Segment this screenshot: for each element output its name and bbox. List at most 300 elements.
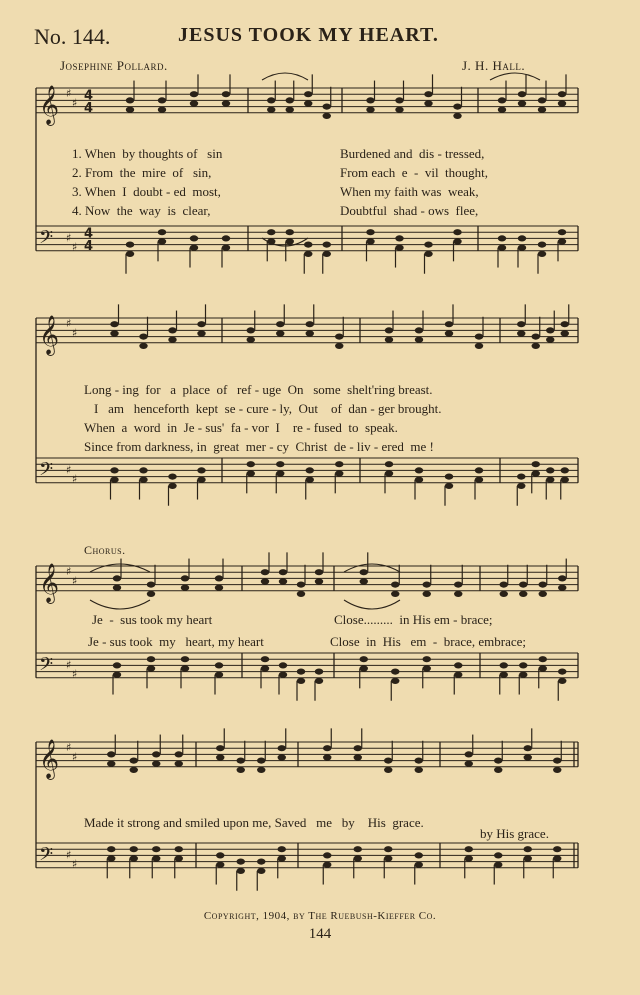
note-head [524, 855, 532, 861]
note-head [366, 238, 374, 244]
note-head [304, 100, 312, 106]
sharp-sign: ♯ [72, 857, 78, 871]
note-head [475, 467, 483, 473]
note-head [113, 585, 121, 591]
note-head [335, 343, 343, 349]
note-head [152, 855, 160, 861]
note-head [130, 855, 138, 861]
verse2-line1: 2. From the mire of sin, [72, 165, 212, 180]
note-head [518, 100, 526, 106]
note-head [385, 461, 393, 467]
note-head [158, 238, 166, 244]
note-head [384, 846, 392, 852]
note-head [130, 767, 138, 773]
note-head [360, 665, 368, 671]
page-number: 144 [308, 926, 332, 942]
note-head [391, 582, 399, 588]
note-head [130, 758, 138, 764]
note-head [385, 327, 393, 333]
sharp-sign: ♯ [66, 848, 72, 862]
note-head [222, 100, 230, 106]
note-head [498, 235, 506, 241]
note-head [395, 107, 403, 113]
note-head [197, 321, 205, 327]
note-head [354, 745, 362, 751]
note-head [465, 761, 473, 767]
note-head [222, 235, 230, 241]
note-head [539, 582, 547, 588]
note-head [267, 97, 275, 103]
note-head [415, 337, 423, 343]
note-head [278, 754, 286, 760]
note-head [424, 91, 432, 97]
note-head [518, 235, 526, 241]
note-head [453, 238, 461, 244]
note-head [553, 846, 561, 852]
note-head [538, 251, 546, 257]
verse1-line2: Long - ing for a place of ref - uge On some shelt'ring breast. [84, 382, 433, 397]
note-head [276, 470, 284, 476]
note-head [424, 242, 432, 248]
tie-arc [90, 564, 150, 572]
note-head [517, 330, 525, 336]
note-head [539, 656, 547, 662]
note-head [139, 477, 147, 483]
verse4-line2: Since from darkness, in great mer - cy Christ de - liv - ered me ! [84, 439, 434, 454]
note-head [335, 461, 343, 467]
note-head [181, 585, 189, 591]
note-head [424, 100, 432, 106]
note-head [139, 467, 147, 473]
note-head [158, 97, 166, 103]
note-head [278, 846, 286, 852]
tie-arc [90, 600, 150, 609]
note-head [247, 327, 255, 333]
note-head [315, 669, 323, 675]
note-head [366, 229, 374, 235]
note-head [216, 754, 224, 760]
note-head [454, 662, 462, 668]
note-head [181, 665, 189, 671]
note-head [315, 578, 323, 584]
note-head [175, 761, 183, 767]
sharp-sign: ♯ [66, 87, 72, 101]
note-head [395, 235, 403, 241]
note-head [558, 100, 566, 106]
note-head [391, 669, 399, 675]
note-head [385, 337, 393, 343]
time-signature-bottom: 4 [84, 100, 94, 116]
hymn-title: JESUS TOOK MY HEART. [178, 24, 439, 46]
note-head [539, 665, 547, 671]
copyright-notice: Copyright, 1904, by The Ruebush-Kieffer Co. [203, 910, 437, 922]
note-head [215, 662, 223, 668]
note-head [197, 477, 205, 483]
note-head [286, 229, 294, 235]
note-head [175, 846, 183, 852]
note-head [553, 767, 561, 773]
note-head [168, 474, 176, 480]
note-head [175, 751, 183, 757]
note-head [168, 327, 176, 333]
note-head [222, 245, 230, 251]
note-head [445, 321, 453, 327]
note-head [524, 754, 532, 760]
note-head [423, 582, 431, 588]
note-head [152, 751, 160, 757]
note-head [532, 343, 540, 349]
note-head [558, 678, 566, 684]
composer-credit: J. H. Hall. [462, 58, 526, 73]
note-head [519, 662, 527, 668]
note-head [384, 767, 392, 773]
note-head [532, 461, 540, 467]
verse2-line2: I am henceforth kept se - cure - ly, Out of dan - ger brought. [94, 401, 442, 416]
note-head [453, 113, 461, 119]
note-head [276, 461, 284, 467]
note-head [297, 678, 305, 684]
note-head [261, 569, 269, 575]
note-head [500, 591, 508, 597]
note-head [126, 251, 134, 257]
note-head [276, 330, 284, 336]
note-head [107, 751, 115, 757]
sharp-sign: ♯ [72, 240, 78, 254]
note-head [168, 337, 176, 343]
sharp-sign: ♯ [72, 667, 78, 681]
note-head [465, 751, 473, 757]
note-head [247, 461, 255, 467]
note-head [139, 343, 147, 349]
sharp-sign: ♯ [66, 231, 72, 245]
note-head [391, 678, 399, 684]
note-head [360, 569, 368, 575]
note-head [384, 758, 392, 764]
note-head [475, 334, 483, 340]
note-head [278, 855, 286, 861]
note-head [546, 327, 554, 333]
note-head [261, 665, 269, 671]
note-head [267, 107, 275, 113]
note-head [445, 483, 453, 489]
note-head [113, 662, 121, 668]
note-head [126, 242, 134, 248]
note-head [360, 656, 368, 662]
sharp-sign: ♯ [66, 463, 72, 477]
hymn-number: No. 144. [34, 24, 111, 49]
note-head [517, 321, 525, 327]
note-head [424, 251, 432, 257]
note-head [415, 467, 423, 473]
note-head [130, 846, 138, 852]
note-head [126, 107, 134, 113]
note-head [494, 767, 502, 773]
note-head [237, 758, 245, 764]
note-head [445, 330, 453, 336]
note-head [110, 467, 118, 473]
note-head [304, 91, 312, 97]
note-head [539, 591, 547, 597]
note-head [335, 470, 343, 476]
note-head [494, 758, 502, 764]
note-head [445, 474, 453, 480]
note-head [498, 245, 506, 251]
note-head [286, 238, 294, 244]
tie-arc [344, 564, 400, 572]
note-head [561, 477, 569, 483]
note-head [475, 477, 483, 483]
note-head [558, 575, 566, 581]
note-head [354, 754, 362, 760]
note-head [475, 343, 483, 349]
note-head [147, 665, 155, 671]
note-head [500, 672, 508, 678]
verse2-line1b: From each e - vil thought, [340, 165, 489, 180]
note-head [453, 229, 461, 235]
chorus-line-a1: Je - sus took my heart [92, 612, 213, 627]
note-head [454, 672, 462, 678]
note-head [366, 107, 374, 113]
note-head [197, 330, 205, 336]
note-head [415, 758, 423, 764]
note-head [553, 855, 561, 861]
note-head [126, 97, 134, 103]
note-head [190, 235, 198, 241]
note-head [423, 665, 431, 671]
verse3-line1: 3. When I doubt - ed most, [72, 184, 221, 199]
note-head [423, 591, 431, 597]
note-head [261, 656, 269, 662]
note-head [276, 321, 284, 327]
note-head [247, 337, 255, 343]
note-head [415, 862, 423, 868]
chorus-line-a2: Close......... in His em - brace; [334, 612, 493, 627]
note-head [323, 242, 331, 248]
note-head [279, 662, 287, 668]
note-head [354, 846, 362, 852]
note-head [158, 107, 166, 113]
note-head [139, 334, 147, 340]
note-head [518, 245, 526, 251]
note-head [518, 91, 526, 97]
note-head [500, 662, 508, 668]
clef-symbol: 𝄞 [39, 84, 60, 125]
chorus-line-d: by His grace. [480, 826, 549, 841]
note-head [107, 855, 115, 861]
verse4-line1: 4. Now the way is clear, [72, 203, 211, 218]
note-head [152, 761, 160, 767]
note-head [181, 656, 189, 662]
note-head [261, 578, 269, 584]
note-head [237, 767, 245, 773]
note-head [304, 251, 312, 257]
note-head [558, 238, 566, 244]
note-head [286, 107, 294, 113]
note-head [257, 767, 265, 773]
note-head [524, 745, 532, 751]
note-head [532, 334, 540, 340]
note-head [279, 569, 287, 575]
note-head [561, 467, 569, 473]
clef-symbol: 𝄢 [39, 844, 54, 870]
note-head [222, 91, 230, 97]
note-head [279, 578, 287, 584]
note-head [197, 467, 205, 473]
note-head [366, 97, 374, 103]
note-head [519, 582, 527, 588]
note-head [190, 245, 198, 251]
note-head [215, 672, 223, 678]
chorus-label: Chorus. [84, 543, 126, 557]
verse1-line1: 1. When by thoughts of sin [72, 146, 223, 161]
note-head [147, 591, 155, 597]
note-head [558, 585, 566, 591]
verse1-line1b: Burdened and dis - tressed, [340, 146, 485, 161]
note-head [110, 477, 118, 483]
note-head [558, 91, 566, 97]
lyricist-credit: Josephine Pollard. [60, 58, 168, 73]
note-head [215, 575, 223, 581]
note-head [546, 477, 554, 483]
note-head [297, 582, 305, 588]
note-head [152, 846, 160, 852]
note-head [257, 758, 265, 764]
note-head [158, 229, 166, 235]
note-head [297, 669, 305, 675]
note-head [306, 467, 314, 473]
note-head [147, 656, 155, 662]
note-head [286, 97, 294, 103]
note-head [532, 470, 540, 476]
note-head [315, 569, 323, 575]
note-head [395, 97, 403, 103]
clef-symbol: 𝄢 [39, 654, 54, 680]
note-head [558, 669, 566, 675]
sharp-sign: ♯ [72, 96, 78, 110]
note-head [561, 321, 569, 327]
note-head [216, 745, 224, 751]
note-head [415, 767, 423, 773]
note-head [517, 483, 525, 489]
note-head [498, 97, 506, 103]
note-head [391, 591, 399, 597]
note-head [323, 745, 331, 751]
note-head [546, 337, 554, 343]
note-head [216, 852, 224, 858]
note-head [415, 852, 423, 858]
verse3-line1b: When my faith was weak, [340, 184, 479, 199]
clef-symbol: 𝄞 [39, 562, 60, 603]
note-head [175, 855, 183, 861]
note-head [498, 107, 506, 113]
note-head [279, 672, 287, 678]
note-head [278, 745, 286, 751]
note-head [215, 585, 223, 591]
note-head [561, 330, 569, 336]
note-head [181, 575, 189, 581]
sharp-sign: ♯ [72, 472, 78, 486]
note-head [354, 855, 362, 861]
note-head [257, 868, 265, 874]
clef-symbol: 𝄞 [39, 738, 60, 779]
note-head [360, 578, 368, 584]
note-head [113, 672, 121, 678]
note-head [323, 754, 331, 760]
note-head [415, 477, 423, 483]
note-head [500, 582, 508, 588]
tie-arc [262, 73, 308, 80]
note-head [107, 761, 115, 767]
verse4-line1b: Doubtful shad - ows flee, [340, 203, 479, 218]
note-head [168, 483, 176, 489]
tie-arc [490, 73, 540, 80]
note-head [306, 321, 314, 327]
note-head [553, 758, 561, 764]
clef-symbol: 𝄢 [39, 227, 54, 253]
sharp-sign: ♯ [66, 741, 72, 755]
note-head [323, 251, 331, 257]
note-head [257, 859, 265, 865]
sharp-sign: ♯ [72, 326, 78, 340]
note-head [110, 330, 118, 336]
note-head [538, 97, 546, 103]
note-head [546, 467, 554, 473]
note-head [494, 852, 502, 858]
note-head [538, 242, 546, 248]
note-head [297, 591, 305, 597]
clef-symbol: 𝄢 [39, 459, 54, 485]
note-head [110, 321, 118, 327]
note-head [335, 334, 343, 340]
note-head [385, 470, 393, 476]
note-head [465, 855, 473, 861]
note-head [558, 229, 566, 235]
note-head [454, 591, 462, 597]
note-head [113, 575, 121, 581]
note-head [267, 229, 275, 235]
chorus-line-c: Made it strong and smiled upon me, Saved me by His grace. [84, 815, 424, 830]
note-head [517, 474, 525, 480]
note-head [147, 582, 155, 588]
note-head [323, 852, 331, 858]
note-head [306, 477, 314, 483]
note-head [494, 862, 502, 868]
sharp-sign: ♯ [66, 658, 72, 672]
note-head [519, 672, 527, 678]
sharp-sign: ♯ [66, 317, 72, 331]
note-head [190, 100, 198, 106]
note-head [384, 855, 392, 861]
clef-symbol: 𝄞 [39, 314, 60, 355]
note-head [323, 104, 331, 110]
note-head [306, 330, 314, 336]
note-head [304, 242, 312, 248]
note-head [247, 470, 255, 476]
note-head [216, 862, 224, 868]
note-head [454, 582, 462, 588]
note-head [538, 107, 546, 113]
note-head [519, 591, 527, 597]
tie-arc [344, 600, 400, 609]
verse3-line2: When a word in Je - sus' fa - vor I re - fused to speak. [84, 420, 398, 435]
note-head [395, 245, 403, 251]
note-head [524, 846, 532, 852]
note-head [465, 846, 473, 852]
note-head [423, 656, 431, 662]
note-head [323, 113, 331, 119]
time-signature-top: 4 [84, 88, 94, 104]
note-head [190, 91, 198, 97]
